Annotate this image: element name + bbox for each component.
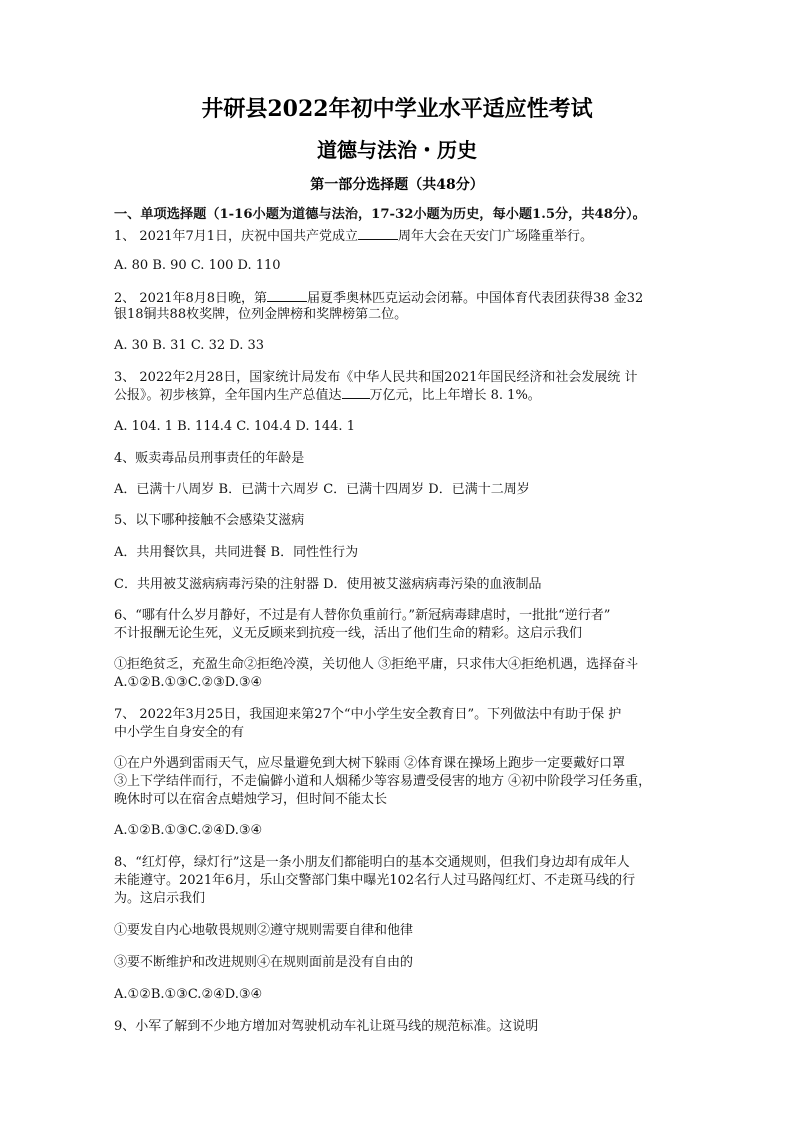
question-1-options: A. 80 B. 90 C. 100 D. 110 xyxy=(114,258,281,273)
question-1-stem: 1、 2021年7月1日，庆祝中国共产党成立 周年大会在天安门广场隆重举行。 xyxy=(114,229,594,244)
question-3-stem-line: 公报》。初步核算，全年国内生产总值达 万亿元，比上年增长 8. 1%。 xyxy=(114,388,541,403)
exam-subtitle: 道德与法治・历史 xyxy=(317,138,477,162)
question-2-options: A. 30 B. 31 C. 32 D. 33 xyxy=(114,338,265,353)
question-7-stem: 7、 2022年3月25日，我国迎来第27个“中小学生安全教育日”。下列做法中有助于保 护 xyxy=(114,707,622,722)
question-7-statements-line: ③上下学结伴而行，不走偏僻小道和人烟稀少等容易遭受侵害的地方 ④初中阶段学习任务重， xyxy=(114,774,652,789)
question-3-stem: 3、 2022年2月28日，国家统计局发布《中华人民共和国2021年国民经济和社会发展统 计 xyxy=(114,370,638,385)
question-5-options: A．共用餐饮具，共同进餐 B．同性性行为 xyxy=(114,545,359,560)
question-4-stem: 4、贩卖毒品员刑事责任的年龄是 xyxy=(114,451,305,466)
answer-blank xyxy=(358,228,398,240)
question-4-options: A．已满十八周岁 B．已满十六周岁 C．已满十四周岁 D．已满十二周岁 xyxy=(114,482,530,497)
question-9-stem: 9、小军了解到不少地方增加对驾驶机动车礼让斑马线的规范标准。这说明 xyxy=(114,1019,539,1034)
answer-blank xyxy=(342,387,370,399)
question-7-options: A.①②B.①③C.②④D.③④ xyxy=(114,823,263,838)
question-8-statements-line: ③要不断维护和改进规则④在规则面前是没有自由的 xyxy=(114,955,414,970)
question-2-stem-line: 银18铜共88枚奖牌，位列金牌榜和奖牌榜第二位。 xyxy=(114,307,408,322)
question-7-statements: ①在户外遇到雷雨天气，应尽量避免到大树下躲雨 ②体育课在操场上跑步一定要戴好口罩 xyxy=(114,756,626,771)
question-6-stem-line: 不计报酬无论生死，义无反顾来到抗疫一线，活出了他们生命的精彩。这启示我们 xyxy=(114,626,583,641)
question-5-stem: 5、以下哪种接触不会感染艾滋病 xyxy=(114,513,305,528)
question-7-stem-line: 中小学生自身安全的有 xyxy=(114,725,245,740)
question-6-stem: 6、“哪有什么岁月静好，不过是有人替你负重前行。”新冠病毒肆虐时，一批批“逆行者” xyxy=(114,608,611,623)
answer-blank xyxy=(267,290,307,302)
exam-title: 井研县2022年初中学业水平适应性考试 xyxy=(201,96,593,122)
question-6-options: A.①②B.①③C.②③D.③④ xyxy=(114,675,263,690)
question-3-options: A. 104. 1 B. 114.4 C. 104.4 D. 144. 1 xyxy=(114,419,355,434)
question-8-stem: 8、“红灯停，绿灯行”这是一条小朋友们都能明白的基本交通规则，但我们身边却有成年人 xyxy=(114,855,630,870)
question-8-statements: ①要发自内心地敬畏规则②遵守规则需要自律和他律 xyxy=(114,923,414,938)
question-2-stem: 2、 2021年8月8日晚，第 届夏季奥林匹克运动会闭幕。中国体育代表团获得38 金32 xyxy=(114,291,644,306)
question-8-stem-line: 为。这启示我们 xyxy=(114,891,206,906)
part-heading: 第一部分选择题（共48分） xyxy=(310,177,484,193)
question-5-options-line: C．共用被艾滋病病毒污染的注射器 D．使用被艾滋病病毒污染的血液制品 xyxy=(114,577,542,592)
question-6-statements: ①拒绝贫乏，充盈生命②拒绝冷漠，关切他人 ③拒绝平庸，只求伟大④拒绝机遇，选择奋斗 xyxy=(114,657,639,672)
section-heading: 一、单项选择题（1-16小题为道德与法治，17-32小题为历史，每小题1.5分，共48分）。 xyxy=(114,207,646,222)
question-7-statements-line: 晚休时可以在宿舍点蜡烛学习，但时间不能太长 xyxy=(114,792,388,807)
question-8-options: A.①②B.①③C.②④D.③④ xyxy=(114,987,263,1002)
question-8-stem-line: 未能遵守。2021年6月，乐山交警部门集中曝光102名行人过马路闯红灯、不走斑马线的行 xyxy=(114,873,636,888)
